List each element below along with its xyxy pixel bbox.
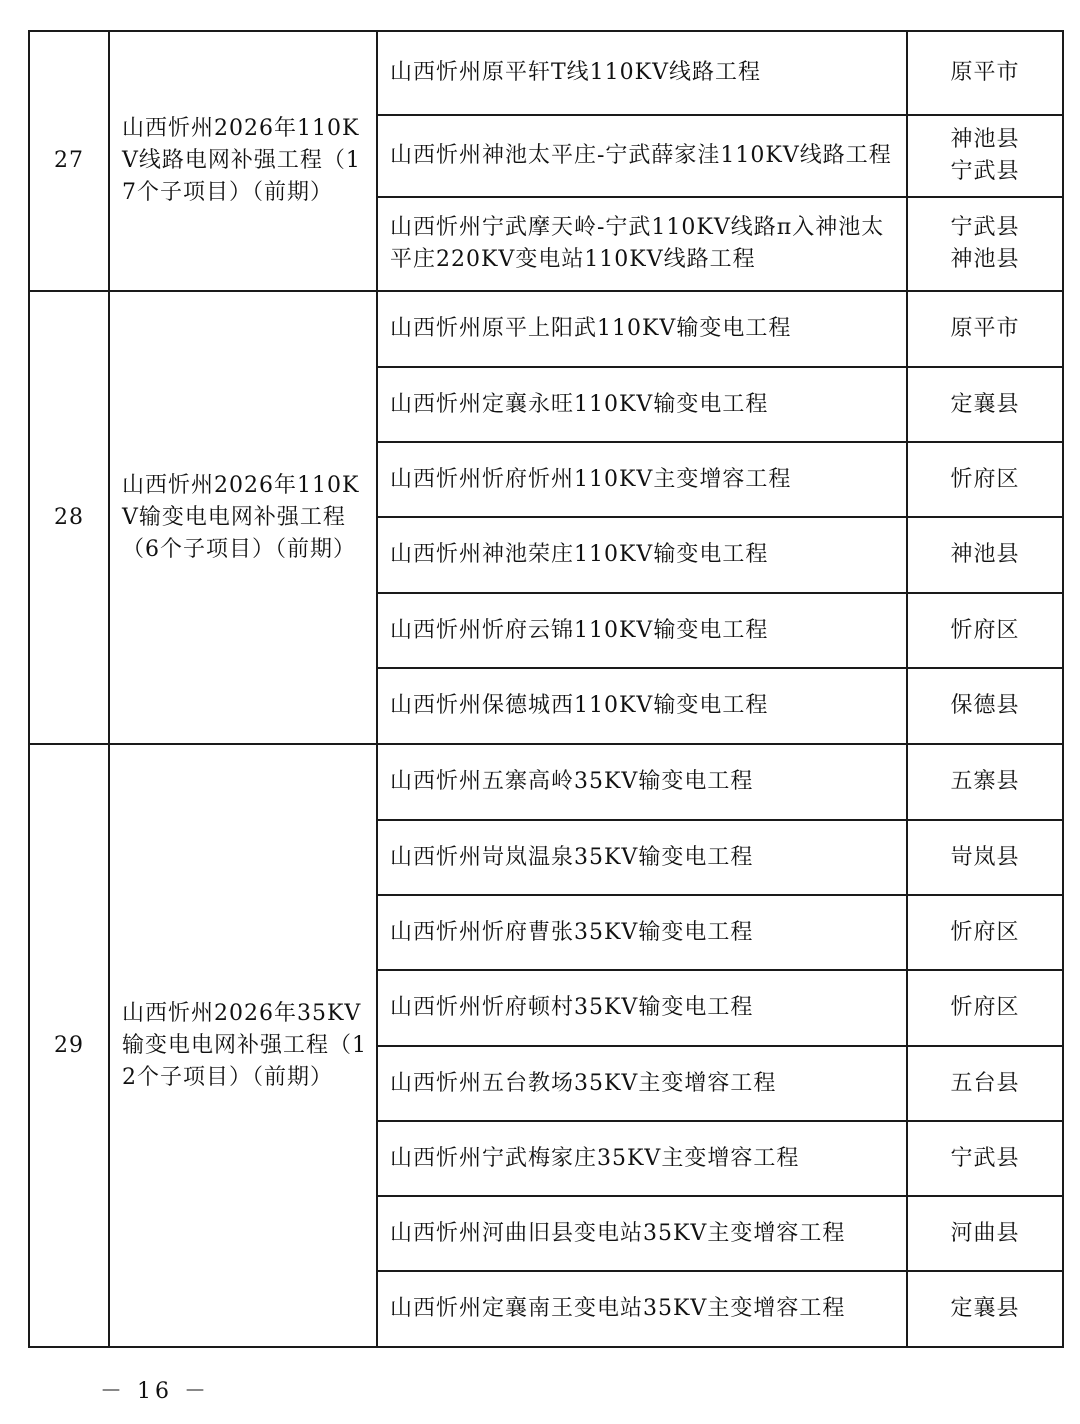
subproject-region xyxy=(907,1271,1063,1347)
region-name: 忻府区 xyxy=(950,995,1020,1020)
subproject-region xyxy=(907,291,1063,367)
region-name: 神池县 xyxy=(950,542,1020,567)
project-table xyxy=(28,30,1064,1348)
subproject-region xyxy=(907,31,1063,115)
subproject-region xyxy=(907,593,1063,668)
subproject-region xyxy=(907,668,1063,744)
region-name: 保德县 xyxy=(950,693,1020,718)
region-name: 宁武县 xyxy=(950,215,1020,240)
subproject-name: 山西忻州定襄南王变电站35KV主变增容工程 xyxy=(377,1271,907,1347)
subproject-region xyxy=(907,115,1063,197)
project-group-title: 山西忻州2026年110KV输变电电网补强工程（6个子项目）（前期） xyxy=(109,291,377,744)
subproject-name: 山西忻州神池荣庄110KV输变电工程 xyxy=(377,517,907,593)
subproject-name: 山西忻州五台教场35KV主变增容工程 xyxy=(377,1046,907,1121)
region-name: 宁武县 xyxy=(950,159,1020,184)
region-name: 定襄县 xyxy=(950,1296,1020,1321)
subproject-name: 山西忻州忻府顿村35KV输变电工程 xyxy=(377,970,907,1046)
subproject-name: 山西忻州原平轩T线110KV线路工程 xyxy=(377,31,907,115)
subproject-region xyxy=(907,1196,1063,1271)
region-name: 神池县 xyxy=(950,247,1020,272)
subproject-region xyxy=(907,820,1063,895)
region-name: 五台县 xyxy=(950,1070,1020,1096)
project-group-title: 山西忻州2026年35KV输变电电网补强工程（12个子项目）（前期） xyxy=(109,744,377,1347)
subproject-name: 山西忻州河曲旧县变电站35KV主变增容工程 xyxy=(377,1196,907,1271)
table-row xyxy=(29,744,1063,820)
project-index: 27 xyxy=(29,31,109,291)
subproject-region xyxy=(907,895,1063,970)
subproject-region xyxy=(907,744,1063,820)
region-name: 原平市 xyxy=(950,60,1020,85)
region-name: 岢岚县 xyxy=(950,844,1020,870)
subproject-region xyxy=(907,970,1063,1046)
region-name: 忻府区 xyxy=(950,466,1020,492)
region-name: 忻府区 xyxy=(950,919,1020,945)
subproject-name: 山西忻州宁武摩天岭-宁武110KV线路π入神池太平庄220KV变电站110KV线路工程 xyxy=(377,197,907,291)
project-index: 29 xyxy=(29,744,109,1347)
region-name: 神池县 xyxy=(950,127,1020,152)
subproject-region xyxy=(907,1121,1063,1196)
subproject-region xyxy=(907,367,1063,442)
region-name: 忻府区 xyxy=(950,617,1020,643)
table-row xyxy=(29,291,1063,367)
region-name: 定襄县 xyxy=(950,391,1020,417)
project-table-body xyxy=(29,31,1063,1347)
subproject-name: 山西忻州神池太平庄-宁武薛家洼110KV线路工程 xyxy=(377,115,907,197)
subproject-name: 山西忻州忻府忻州110KV主变增容工程 xyxy=(377,442,907,517)
region-name: 原平市 xyxy=(950,316,1020,341)
region-name: 河曲县 xyxy=(950,1220,1020,1246)
subproject-region xyxy=(907,517,1063,593)
subproject-name: 山西忻州原平上阳武110KV输变电工程 xyxy=(377,291,907,367)
subproject-region xyxy=(907,197,1063,291)
project-group-title: 山西忻州2026年110KV线路电网补强工程（17个子项目）（前期） xyxy=(109,31,377,291)
subproject-name: 山西忻州定襄永旺110KV输变电工程 xyxy=(377,367,907,442)
subproject-name: 山西忻州五寨高岭35KV输变电工程 xyxy=(377,744,907,820)
page-number: － 16 － xyxy=(100,1379,210,1404)
subproject-name: 山西忻州忻府云锦110KV输变电工程 xyxy=(377,593,907,668)
subproject-region xyxy=(907,1046,1063,1121)
region-name: 五寨县 xyxy=(950,769,1020,794)
subproject-name: 山西忻州保德城西110KV输变电工程 xyxy=(377,668,907,744)
region-name: 宁武县 xyxy=(950,1145,1020,1171)
table-row xyxy=(29,31,1063,115)
subproject-name: 山西忻州宁武梅家庄35KV主变增容工程 xyxy=(377,1121,907,1196)
subproject-region xyxy=(907,442,1063,517)
subproject-name: 山西忻州忻府曹张35KV输变电工程 xyxy=(377,895,907,970)
subproject-name: 山西忻州岢岚温泉35KV输变电工程 xyxy=(377,820,907,895)
project-index: 28 xyxy=(29,291,109,744)
